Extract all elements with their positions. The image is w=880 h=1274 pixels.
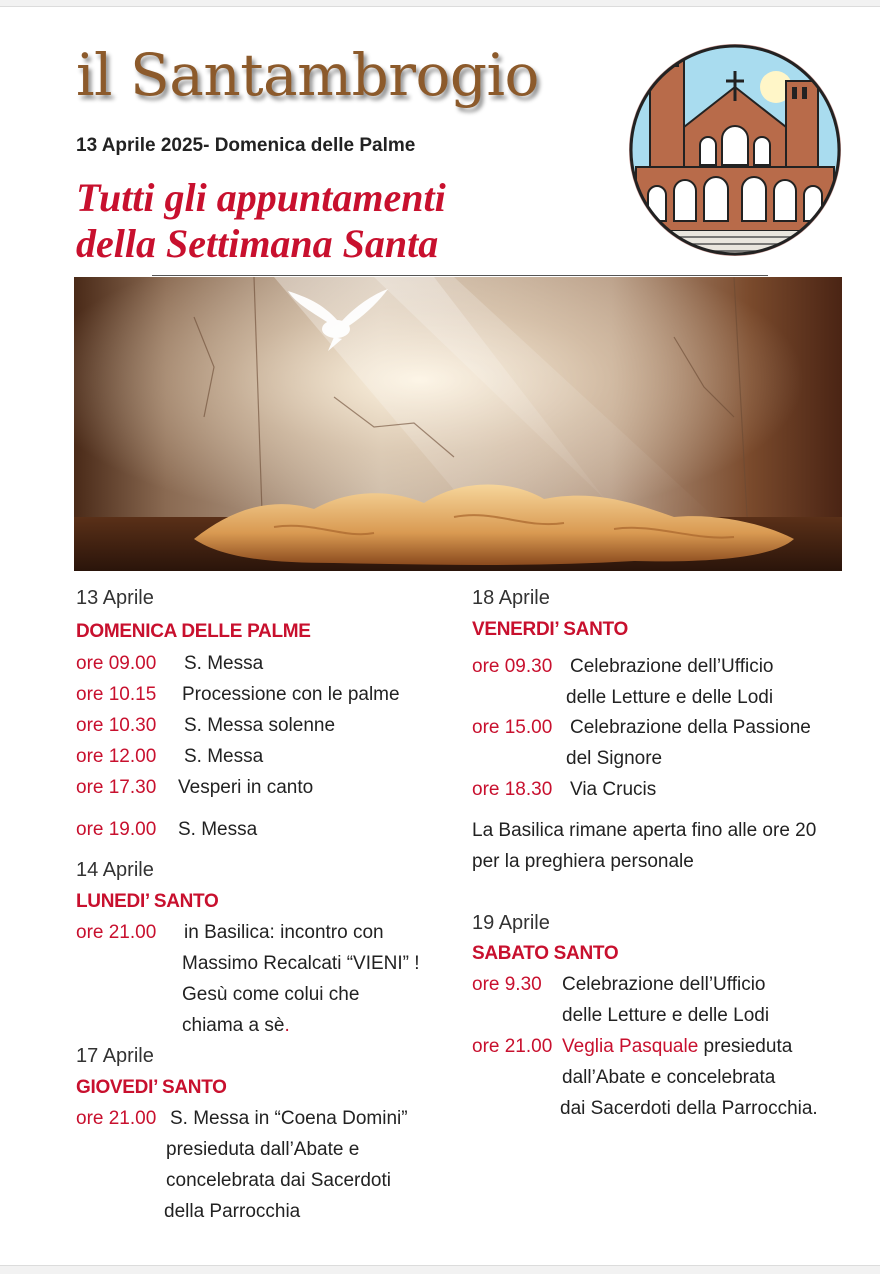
event-time: ore 9.30 <box>472 974 542 995</box>
event-time: ore 17.30 <box>76 777 157 798</box>
event-text: Via Crucis <box>570 779 657 800</box>
event-time: ore 10.15 <box>76 684 157 705</box>
event-text: S. Messa <box>178 819 258 840</box>
event-time: ore 19.00 <box>76 819 157 840</box>
header-rule <box>152 275 768 276</box>
event-text: Celebrazione della Passione <box>570 717 811 738</box>
day-date: 13 Aprile <box>76 587 154 609</box>
headline <box>76 175 446 267</box>
basilica-logo-icon <box>626 41 844 259</box>
event-text: S. Messa <box>184 746 264 767</box>
masthead: il Santambrogio <box>76 41 539 109</box>
day-date: 17 Aprile <box>76 1045 154 1067</box>
event-time: ore 10.30 <box>76 715 157 736</box>
event-text: in Basilica: incontro con <box>184 922 384 943</box>
event-text: S. Messa <box>184 653 264 674</box>
event-text-continued: della Parrocchia <box>164 1201 301 1222</box>
event-time: ore 09.00 <box>76 653 157 674</box>
headline-line-2: della Settimana Santa <box>76 221 439 266</box>
event-time: ore 09.30 <box>472 656 553 677</box>
event-time: ore 21.00 <box>76 1108 157 1129</box>
day-title: SABATO SANTO <box>472 943 619 964</box>
event-text-continued: dai Sacerdoti della Parrocchia. <box>560 1098 818 1119</box>
dateline: 13 Aprile 2025- Domenica delle Palme <box>76 135 416 156</box>
event-time: ore 15.00 <box>472 717 553 738</box>
day-title: VENERDI’ SANTO <box>472 619 628 640</box>
event-text-continued: dall’Abate e concelebrata <box>562 1067 776 1088</box>
event-text: S. Messa in “Coena Domini” <box>170 1108 408 1129</box>
headline-line-1: Tutti gli appuntamenti <box>76 175 446 220</box>
event-text <box>562 1036 792 1058</box>
event-text-continued: delle Letture e delle Lodi <box>566 687 774 708</box>
day-title: DOMENICA DELLE PALME <box>76 621 311 642</box>
day-date: 14 Aprile <box>76 859 154 881</box>
event-time: ore 12.00 <box>76 746 157 767</box>
day-date: 19 Aprile <box>472 912 550 934</box>
event-text-continued: delle Letture e delle Lodi <box>562 1005 770 1026</box>
event-text: Processione con le palme <box>182 684 400 705</box>
event-highlight: Veglia Pasquale <box>562 1036 699 1057</box>
event-text: Celebrazione dell’Ufficio <box>562 974 766 995</box>
event-text-punct: . <box>284 1015 290 1036</box>
hero-image <box>74 277 842 571</box>
note-line: La Basilica rimane aperta fino alle ore 20 <box>472 820 817 841</box>
event-text-continued: del Signore <box>566 748 663 769</box>
event-text-rest: presieduta <box>698 1036 793 1057</box>
day-title: LUNEDI’ SANTO <box>76 891 219 912</box>
event-time: ore 21.00 <box>472 1036 553 1057</box>
event-text-line: chiama a sè <box>182 1015 285 1036</box>
event-text: S. Messa solenne <box>184 715 336 736</box>
page <box>0 6 880 1266</box>
event-text: Vesperi in canto <box>178 777 314 798</box>
event-text-continued: presieduta dall’Abate e <box>166 1139 360 1160</box>
event-text: Celebrazione dell’Ufficio <box>570 656 774 677</box>
event-text-continued: concelebrata dai Sacerdoti <box>166 1170 391 1191</box>
day-title: GIOVEDI’ SANTO <box>76 1077 227 1098</box>
event-text-continued: Massimo Recalcati “VIENI” ! <box>182 953 420 974</box>
note-line: per la preghiera personale <box>472 851 694 872</box>
event-time: ore 21.00 <box>76 922 157 943</box>
event-text-continued <box>182 1015 290 1037</box>
event-text-continued: Gesù come colui che <box>182 984 360 1005</box>
event-time: ore 18.30 <box>472 779 553 800</box>
day-date: 18 Aprile <box>472 587 550 609</box>
